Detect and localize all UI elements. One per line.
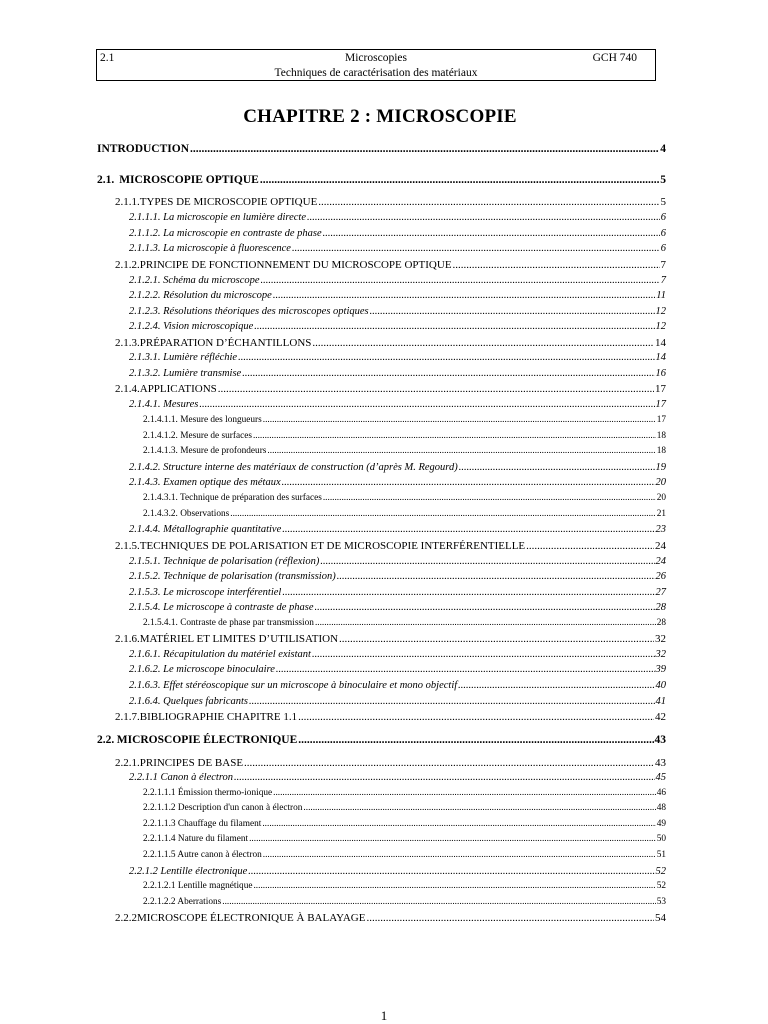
toc-entry[interactable] [143,415,666,426]
toc-entry-title: 2.1.1.3. La microscopie à fluorescence [129,243,291,254]
toc-entry-page: 54 [655,912,666,924]
toc-entry[interactable] [129,290,666,302]
toc-entry-page: 39 [655,664,666,675]
toc-entry-title: 2.1.1.1. La microscopie en lumière directe [129,212,307,223]
toc-entry[interactable] [129,321,666,333]
toc-entry-page: 26 [655,571,666,582]
dot-leader [459,462,655,474]
dot-leader [263,850,656,861]
toc-entry-page: 12 [655,321,666,332]
toc-entry[interactable] [97,174,666,187]
toc-entry-title: 2.1.2.4. Vision microscopique [129,321,254,332]
toc-entry-page: 21 [656,509,666,519]
dot-leader [262,819,655,830]
toc-entry-page: 5 [660,196,666,208]
toc-entry-page: 4 [660,143,666,155]
toc-entry-page: 51 [656,850,666,860]
dot-leader [199,399,654,411]
dot-leader [260,174,659,187]
dot-leader [323,228,660,240]
dot-leader [273,290,655,302]
toc-entry[interactable] [143,446,666,457]
header-course-topic: Microscopies [345,52,407,64]
dot-leader [222,897,655,908]
toc-entry-title: 2.2.1.1.1 Émission thermo-ionique [143,788,273,798]
page-number: 1 [380,1008,388,1023]
dot-leader [303,803,655,814]
dot-leader [267,446,655,457]
toc-entry-title: 2.2.1.1 Canon à électron [129,772,234,783]
toc-entry[interactable] [115,383,666,396]
toc-entry[interactable] [115,540,666,553]
toc-entry-page: 23 [655,524,666,535]
toc-entry-number: 2.1.4. [115,383,140,395]
dot-leader [234,772,654,784]
toc-entry-page: 20 [655,477,666,488]
toc-entry[interactable] [143,509,666,520]
toc-entry-title: 2.1.4.4. Métallographie quantitative [129,524,282,535]
dot-leader [298,711,654,724]
toc-entry-title: TYPES DE MICROSCOPIE OPTIQUE [139,196,318,208]
toc-entry-title: INTRODUCTION [97,143,190,155]
toc-entry[interactable] [129,649,666,661]
toc-entry-page: 7 [660,259,666,271]
toc-entry[interactable] [129,571,666,583]
dot-leader [190,143,659,156]
toc-entry-title: 2.1.5.4. Le microscope à contraste de phase [129,602,314,613]
toc-entry-title: 2.1.4.2. Structure interne des matériaux de construction (d’après M. Regourd) [129,462,458,473]
toc-entry[interactable] [143,493,666,504]
toc-entry[interactable] [143,618,666,629]
dot-leader [339,633,654,646]
toc-entry[interactable] [129,243,666,255]
toc-entry-number: 2.1.3. [115,337,140,349]
toc-entry[interactable] [129,772,666,784]
toc-entry[interactable] [143,881,666,892]
toc-entry-number: 2.2. [97,734,115,746]
toc-entry-page: 28 [655,602,666,613]
toc-entry-title: 2.1.5.1. Technique de polarisation (réflexion) [129,556,320,567]
toc-entry[interactable] [115,259,666,272]
toc-entry-title: 2.1.4.3.2. Observations [143,509,230,519]
dot-leader [307,212,660,224]
toc-entry[interactable] [129,664,666,676]
dot-leader [318,196,659,209]
toc-entry[interactable] [97,734,666,747]
toc-entry[interactable] [143,897,666,908]
toc-entry-title: 2.1.6.1. Récapitulation du matériel existant [129,649,311,660]
dot-leader [230,509,655,520]
toc-entry-page: 18 [656,446,666,456]
toc-entry-page: 20 [656,493,666,503]
toc-entry-title: 2.2.1.2.1 Lentille magnétique [143,881,253,891]
toc-entry-number: 2.1.6. [115,633,140,645]
toc-entry[interactable] [129,477,666,489]
toc-entry[interactable] [143,788,666,799]
toc-entry-title: MICROSCOPE ÉLECTRONIQUE À BALAYAGE [137,912,366,924]
toc-entry-page: 6 [660,243,666,254]
toc-entry-page: 12 [655,306,666,317]
toc-entry-number: 2.1.2. [115,259,140,271]
toc-entry-title: 2.2.1.2.2 Aberrations [143,897,222,907]
toc-entry-title: 2.1.5.3. Le microscope interférentiel [129,587,282,598]
toc-entry-page: 7 [660,275,666,286]
toc-entry-page: 17 [656,415,666,425]
toc-entry[interactable] [115,633,666,646]
toc-entry[interactable] [129,275,666,287]
toc-entry-page: 49 [656,819,666,829]
toc-entry-title: 2.1.5.2. Technique de polarisation (transmission) [129,571,336,582]
toc-entry-title: 2.1.6.3. Effet stéréoscopique sur un microscope à binoculaire et mono objectif [129,680,458,691]
toc-entry[interactable] [143,431,666,442]
dot-leader [254,321,654,333]
dot-leader [292,243,660,255]
toc-entry-page: 5 [660,174,666,186]
toc-entry-page: 16 [655,368,666,379]
toc-entry-title: 2.2.1.1.4 Nature du filament [143,834,249,844]
toc-entry-page: 14 [655,352,666,363]
toc-entry-page: 18 [656,431,666,441]
toc-entry-page: 17 [655,399,666,410]
toc-entry-title: 2.1.4.1.3. Mesure de profondeurs [143,446,267,456]
toc-entry-page: 24 [655,556,666,567]
toc-entry-page: 45 [655,772,666,783]
dot-leader [249,834,656,845]
toc-entry-page: 17 [655,383,666,395]
toc-entry-page: 27 [655,587,666,598]
toc-entry-title: PRÉPARATION D’ÉCHANTILLONS [139,337,312,349]
toc-entry-title: 2.1.3.1. Lumière réfléchie [129,352,238,363]
toc-entry-page: 32 [655,633,666,645]
dot-leader [282,587,654,599]
toc-entry-page: 43 [655,757,666,769]
dot-leader [323,493,656,504]
dot-leader [298,734,653,747]
toc-entry[interactable] [129,212,666,224]
dot-leader [315,602,655,614]
dot-leader [312,649,655,661]
toc-entry-title: TECHNIQUES DE POLARISATION ET DE MICROSCOPIE INTERFÉRENTIELLE [139,540,526,552]
toc-entry[interactable] [129,462,666,474]
dot-leader [218,383,654,396]
dot-leader [238,352,654,364]
toc-entry-number: 2.1.1. [115,196,140,208]
toc-entry-page: 28 [656,618,666,628]
toc-entry[interactable] [115,337,666,350]
toc-entry[interactable] [129,399,666,411]
toc-entry-number: 2.2.1. [115,757,140,769]
toc-entry[interactable] [129,556,666,568]
toc-entry-title: 2.2.1.1.5 Autre canon à électron [143,850,262,860]
toc-entry-title: 2.2.1.1.3 Chauffage du filament [143,819,262,829]
toc-entry[interactable] [143,834,666,845]
toc-entry-title: 2.1.4.1.2. Mesure de surfaces [143,431,252,441]
toc-entry-page: 19 [655,462,666,473]
toc-entry-number: 2.1.5. [115,540,140,552]
toc-entry-page: 24 [655,540,666,552]
toc-entry[interactable] [115,757,666,770]
toc-entry[interactable] [143,850,666,861]
dot-leader [366,912,654,925]
toc-entry-page: 46 [656,788,666,798]
toc-entry-title: PRINCIPES DE BASE [139,757,244,769]
toc-entry[interactable] [129,866,666,878]
header-section-number: 2.1 [100,52,115,64]
toc-entry[interactable] [129,680,666,692]
toc-entry-number: 2.1. [97,174,115,186]
toc-entry[interactable] [115,711,666,724]
dot-leader [273,788,656,799]
dot-leader [242,368,654,380]
toc-entry[interactable] [129,228,666,240]
toc-entry-page: 32 [655,649,666,660]
toc-entry-title: 2.1.4.1.1. Mesure des longueurs [143,415,262,425]
toc-entry[interactable] [129,696,666,708]
toc-entry-title: 2.1.3.2. Lumière transmise [129,368,242,379]
dot-leader [320,556,654,568]
toc-entry-title: 2.1.1.2. La microscopie en contraste de phase [129,228,322,239]
chapter-title: CHAPITRE 2 : MICROSCOPIE [243,106,517,127]
toc-entry-title: 2.1.5.4.1. Contraste de phase par transmission [143,618,314,628]
dot-leader [276,664,655,676]
toc-entry-page: 52 [656,881,666,891]
dot-leader [282,477,655,489]
dot-leader [249,696,655,708]
toc-entry-page: 53 [656,897,666,907]
toc-entry-title: APPLICATIONS [139,383,217,395]
dot-leader [261,275,660,287]
dot-leader [248,866,654,878]
dot-leader [337,571,655,583]
toc-entry-title: BIBLIOGRAPHIE CHAPITRE 1.1 [139,711,298,723]
toc-entry-page: 6 [660,228,666,239]
toc-entry-title: 2.1.2.3. Résolutions théoriques des microscopes optiques [129,306,369,317]
toc-entry-title: 2.2.1.1.2 Description d'un canon à électron [143,803,303,813]
toc-entry[interactable] [129,602,666,614]
dot-leader [253,431,656,442]
dot-leader [458,680,654,692]
toc-entry-title: 2.1.2.2. Résolution du microscope [129,290,272,301]
dot-leader [312,337,654,350]
toc-entry[interactable] [115,196,666,209]
toc-entry-title: MICROSCOPIE OPTIQUE [119,174,259,186]
toc-entry[interactable] [129,352,666,364]
toc-entry-page: 6 [660,212,666,223]
dot-leader [244,757,654,770]
toc-entry-title: 2.1.2.1. Schéma du microscope [129,275,260,286]
toc-entry-title: 2.1.4.1. Mesures [129,399,199,410]
toc-entry-page: 48 [656,803,666,813]
dot-leader [253,881,655,892]
toc-entry[interactable] [97,143,666,156]
dot-leader [263,415,656,426]
toc-entry[interactable] [143,819,666,830]
toc-entry-title: 2.1.6.4. Quelques fabricants [129,696,248,707]
dot-leader [315,618,656,629]
toc-entry-page: 42 [655,711,666,723]
toc-entry-title: 2.1.4.3.1. Technique de préparation des surfaces [143,493,322,503]
toc-entry-page: 52 [655,866,666,877]
toc-entry-page: 14 [655,337,666,349]
dot-leader [526,540,654,553]
header-course-code: GCH 740 [592,52,637,64]
toc-entry-page: 50 [656,834,666,844]
toc-entry-page: 40 [655,680,666,691]
toc-entry[interactable] [115,912,666,925]
toc-entry-title: 2.1.6.2. Le microscope binoculaire [129,664,275,675]
toc-entry-page: 43 [654,734,666,746]
dot-leader [453,259,660,272]
toc-entry-number: 2.2.2 [115,912,137,924]
toc-entry[interactable] [129,306,666,318]
toc-entry[interactable] [129,587,666,599]
toc-entry-title: PRINCIPE DE FONCTIONNEMENT DU MICROSCOPE OPTIQUE [139,259,452,271]
toc-entry-number: 2.1.7. [115,711,140,723]
dot-leader [282,524,654,536]
toc-entry-title: MATÉRIEL ET LIMITES D’UTILISATION [139,633,339,645]
toc-entry-page: 41 [655,696,666,707]
dot-leader [370,306,655,318]
toc-entry[interactable] [143,803,666,814]
toc-entry-title: 2.2.1.2 Lentille électronique [129,866,248,877]
toc-entry-page: 11 [656,290,666,301]
toc-entry-title: MICROSCOPIE ÉLECTRONIQUE [116,734,298,746]
toc-entry-title: 2.1.4.3. Examen optique des métaux [129,477,281,488]
header-course-title: Techniques de caractérisation des matériaux [274,67,478,79]
toc-entry[interactable] [129,368,666,380]
toc-entry[interactable] [129,524,666,536]
